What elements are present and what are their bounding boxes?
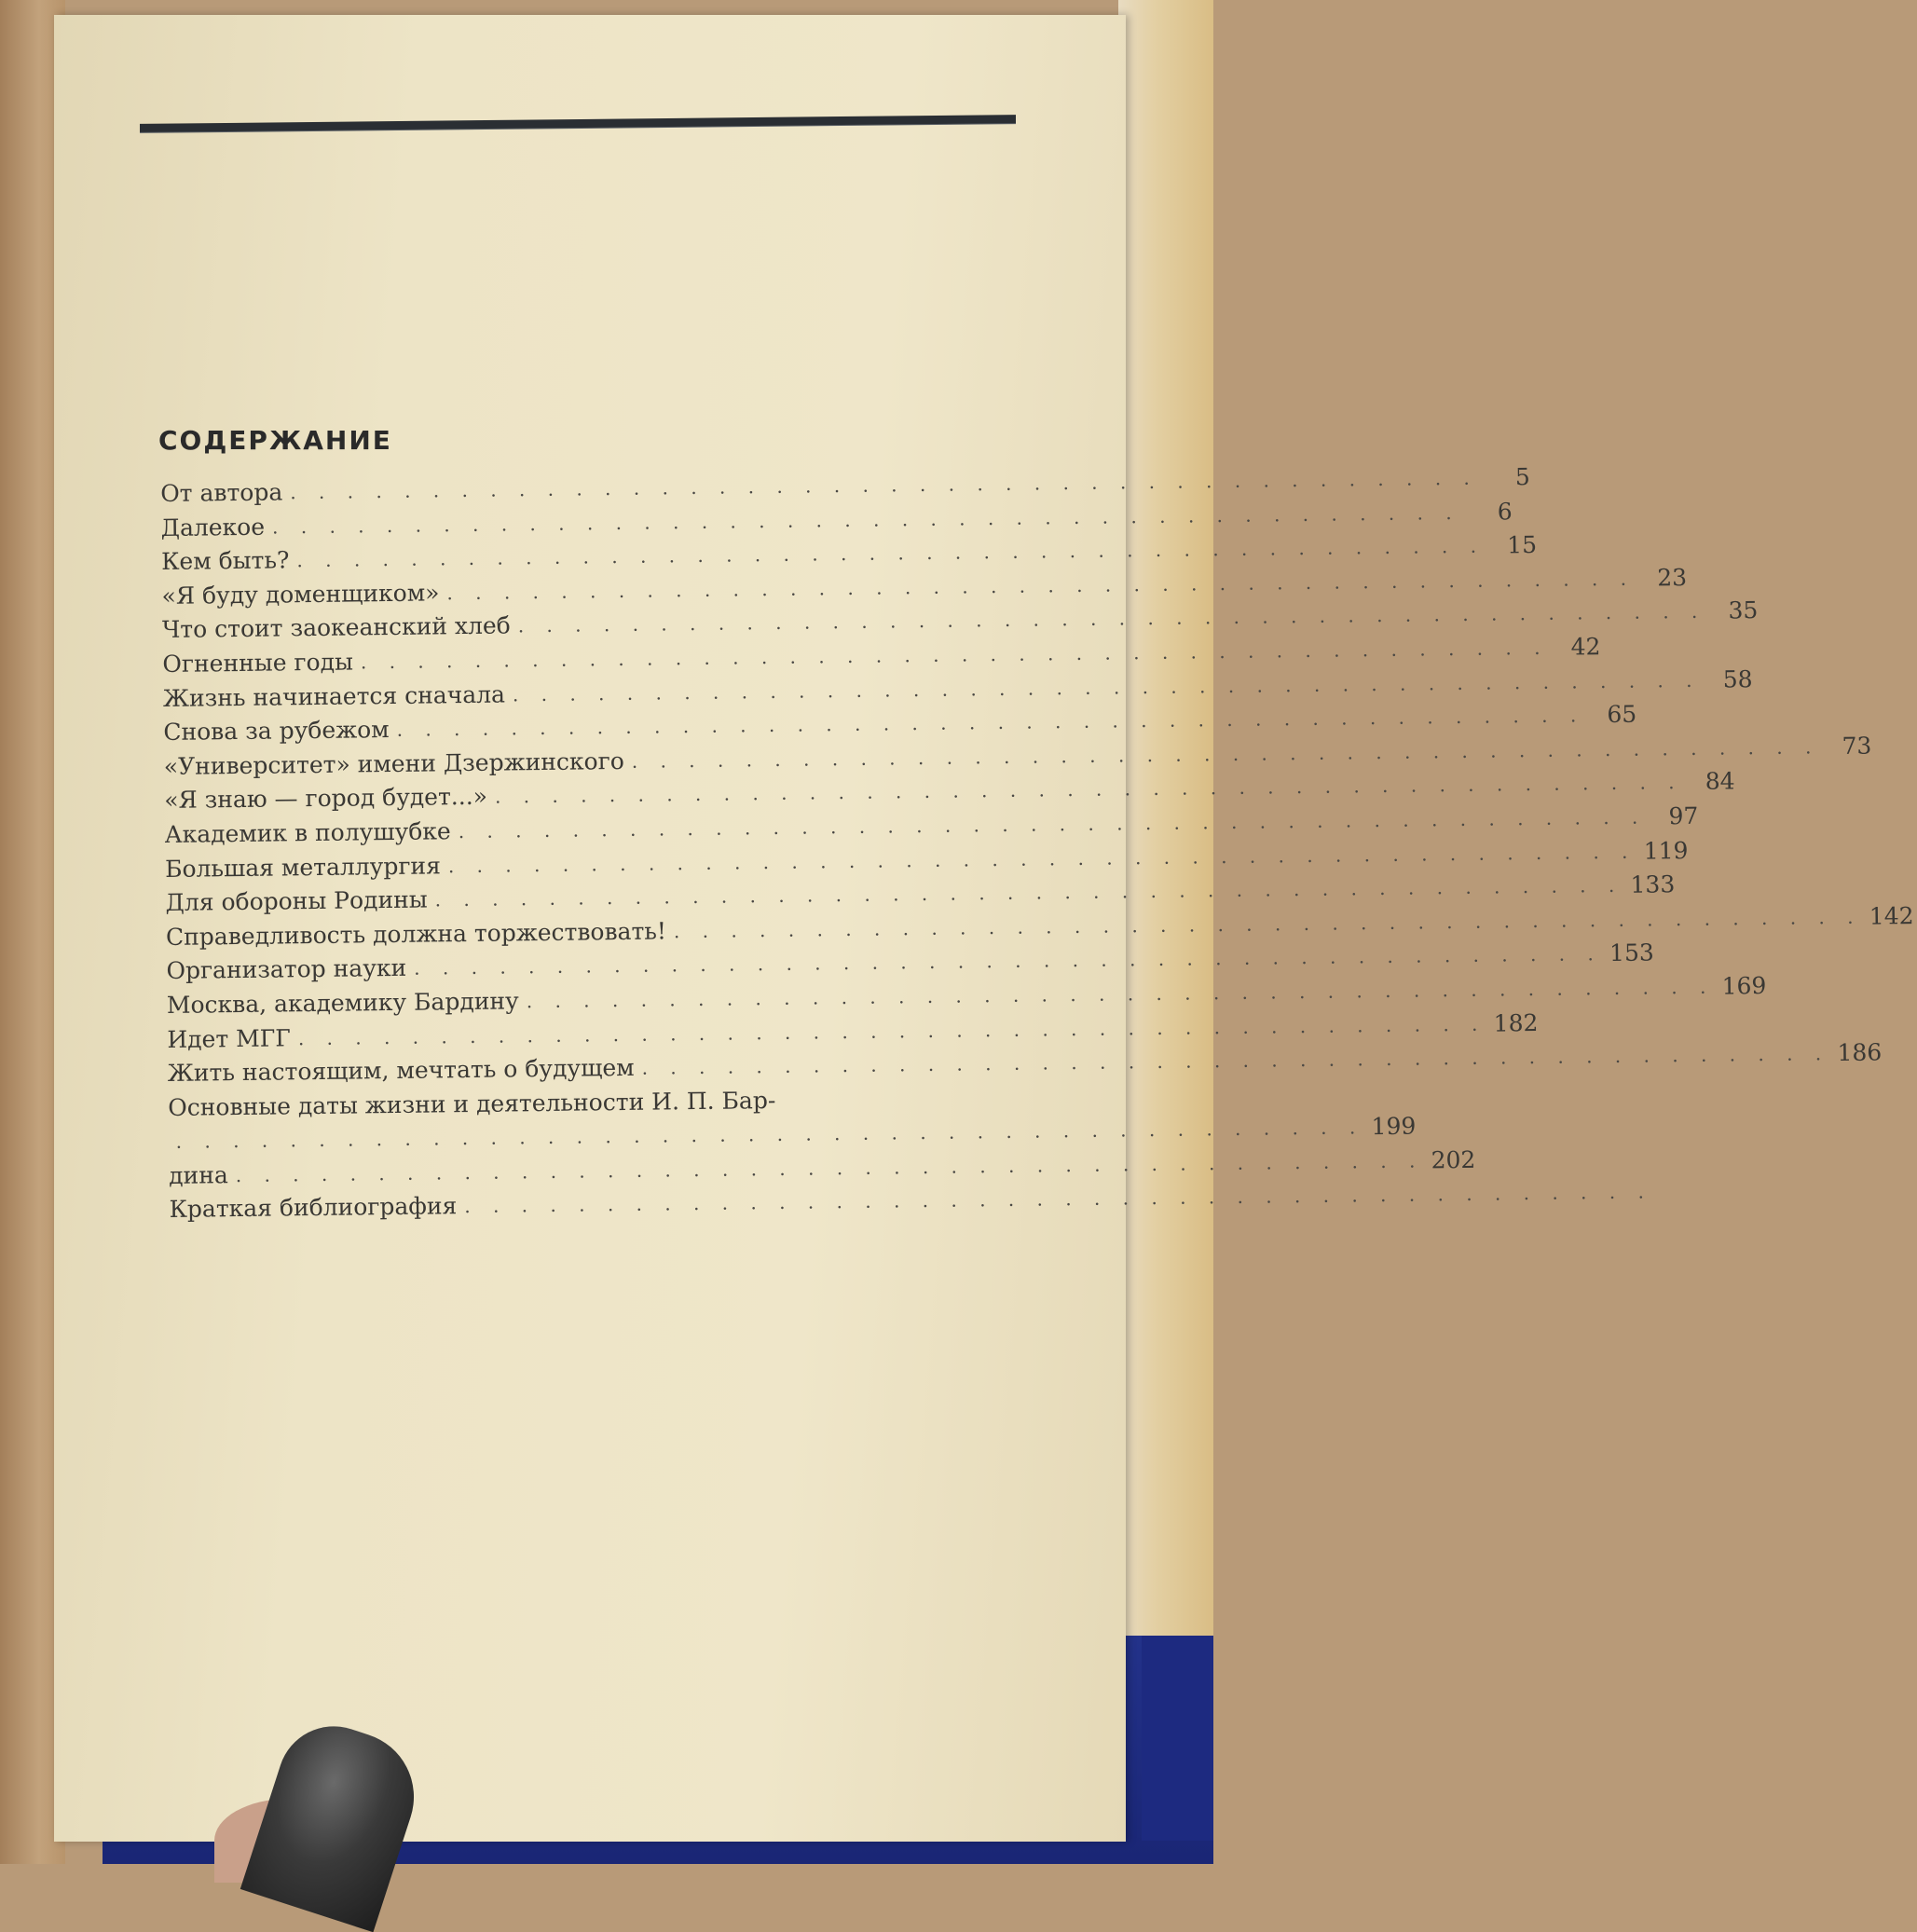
toc-entry-page: 202	[1431, 1145, 1476, 1174]
toc-entry-page: 119	[1643, 836, 1689, 865]
toc-entry-page: 42	[1570, 633, 1601, 661]
toc-entry-page: 133	[1630, 870, 1676, 898]
toc-entry-page	[917, 1081, 969, 1116]
dot-leader: . . . . . . . . . . . . . . . . . . . . . . . . . . . . . . . . . . . . . . . . . .	[512, 668, 1701, 706]
dot-leader: . . . . . . . . . . . . . . . . . . . . . . . . . . . . . . . . . . . . . . . . . .	[631, 735, 1820, 773]
toc-entry-page: 65	[1607, 700, 1637, 729]
toc-entry-label: Жить настоящим, мечтать о будущем	[167, 1053, 635, 1088]
dot-leader: . . . . . . . . . . . . . . . . . . . . . . . . . . . . . . . . . . . . . . . . . .	[360, 636, 1549, 674]
toc-entry-page: 153	[1609, 939, 1654, 967]
toc-entry-label: Кем быть?	[160, 546, 290, 576]
toc-entry-label: «Я буду доменщиком»	[161, 579, 440, 610]
dot-leader: . . . . . . . . . . . . . . . . . . . . . . . . . . . . . . . . . . . . . . . . . .	[235, 1149, 1424, 1186]
dot-leader: . . . . . . . . . . . . . . . . . . . . . . . . . . . . . . . . . . . . . . . . . .	[517, 600, 1706, 637]
dot-leader: . . . . . . . . . . . . . . . . . . . . . . . . . . . . . . . . . . . . . . . . . .	[434, 873, 1623, 911]
toc-entry-page: 182	[1493, 1008, 1539, 1037]
toc-entry-label: Далекое	[160, 513, 266, 541]
dot-leader: . . . . . . . . . . . . . . . . . . . . . . . . . . . . . . . . . . . . . . . . . .	[673, 905, 1862, 943]
toc-entry-page: 6	[1497, 497, 1513, 526]
blue-book-binding-side	[1142, 1636, 1213, 1841]
toc-entry-page: 23	[1657, 563, 1688, 592]
dot-leader: . . . . . . . . . . . . . . . . . . . . . . . . . . . . . . . . . . . . . . . . . .	[175, 1116, 1364, 1154]
dot-leader: . . . . . . . . . . . . . . . . . . . . . . . . . . . . . . . . . . . . . . . . . .	[396, 704, 1585, 742]
dot-leader: . . . . . . . . . . . . . . . . . . . . . . . . . . . . . . . . . . . . . . . . . .	[296, 534, 1486, 572]
toc-entry-page: 73	[1842, 732, 1872, 760]
header-rule	[140, 115, 1016, 132]
toc-entry-page: 199	[1371, 1112, 1417, 1141]
toc-entry-page: 15	[1507, 531, 1538, 559]
toc-entry-label: «Университет» имени Дзержинского	[163, 747, 624, 780]
dot-leader: . . . . . . . . . . . . . . . . . . . . . . . . . . . . . . . . . . . . . . . . . .	[526, 975, 1715, 1013]
dot-leader: . . . . . . . . . . . . . . . . . . . . . . . . . . . . . . . . . . . . . . . . . .	[297, 1012, 1486, 1049]
toc-entry-page: 169	[1721, 971, 1767, 1000]
dot-leader: . . . . . . . . . . . . . . . . . . . . . . . . . . . . . . . . . . . . . . . . . .	[414, 942, 1602, 980]
toc-entry-label: Что стоит заокеанский хлеб	[161, 611, 511, 644]
toc-entry-page: 186	[1837, 1038, 1883, 1067]
dot-leader: . . . . . . . . . . . . . . . . . . . . . . . . . . . . . . . . . . . . . . . . . .	[271, 500, 1460, 539]
toc-entry-label: Снова за рубежом	[163, 716, 390, 747]
dot-leader: . . . . . . . . . . . . . . . . . . . . . . . . . . . . . . . . . . . . . . . . . .	[464, 1180, 1653, 1218]
toc-entry-label: Организатор науки	[166, 954, 407, 985]
toc-entry-label: Идет МГГ	[167, 1023, 292, 1053]
dot-leader: . . . . . . . . . . . . . . . . . . . . . . . . . . . . . . . . . . . . . . . . . .	[494, 771, 1683, 808]
dot-leader: . . . . . . . . . . . . . . . . . . . . . . . . . . . . . . . . . . . . . . . . . .	[290, 466, 1478, 504]
toc-entry-label: Справедливость должна торжествовать!	[165, 917, 667, 951]
toc-entry-label: Жизнь начинается сначала	[162, 680, 506, 712]
toc-entry-label: Краткая библиография	[169, 1192, 458, 1224]
dot-leader: . . . . . . . . . . . . . . . . . . . . . . . . . . . . . . . . . . . . . . . . . .	[447, 840, 1636, 877]
table-of-contents	[160, 463, 1914, 1227]
toc-entry-label: Москва, академику Бардину	[166, 987, 519, 1019]
toc-entry-page: 84	[1705, 767, 1735, 796]
toc-entry-page: 35	[1728, 596, 1759, 624]
toc-entry-label: Большая металлургия	[164, 851, 442, 883]
book-page	[54, 15, 1914, 1842]
dot-leader: . . . . . . . . . . . . . . . . . . . . . . . . . . . . . . . . . . . . . . . . . .	[458, 805, 1647, 843]
toc-title: СОДЕРЖАНИЕ	[158, 425, 392, 456]
toc-entry-label: Для обороны Родины	[165, 885, 428, 917]
toc-entry-page	[1652, 1174, 1705, 1209]
toc-entry-label: дина	[168, 1161, 228, 1189]
toc-entry-label: От автора	[160, 478, 283, 507]
toc-entry-page: 97	[1668, 802, 1699, 830]
toc-entry-label: Огненные годы	[162, 648, 354, 678]
toc-entry-label: «Я знаю — город будет...»	[164, 783, 488, 815]
dot-leader: . . . . . . . . . . . . . . . . . . . . . . . . . . . . . . . . . . . . . . . . . .	[446, 567, 1636, 605]
dot-leader: . . . . . . . . . . . . . . . . . . . . . . . . . . . . . . . . . . . . . . . . . .	[641, 1042, 1830, 1079]
toc-entry-label: Академик в полушубке	[164, 817, 451, 848]
toc-entry-label: Основные даты жизни и деятельности И. П. Бар-	[168, 1086, 776, 1121]
toc-entry-page: 142	[1869, 901, 1914, 930]
toc-entry-page: 58	[1722, 665, 1753, 693]
toc-entry-page: 5	[1514, 463, 1530, 491]
